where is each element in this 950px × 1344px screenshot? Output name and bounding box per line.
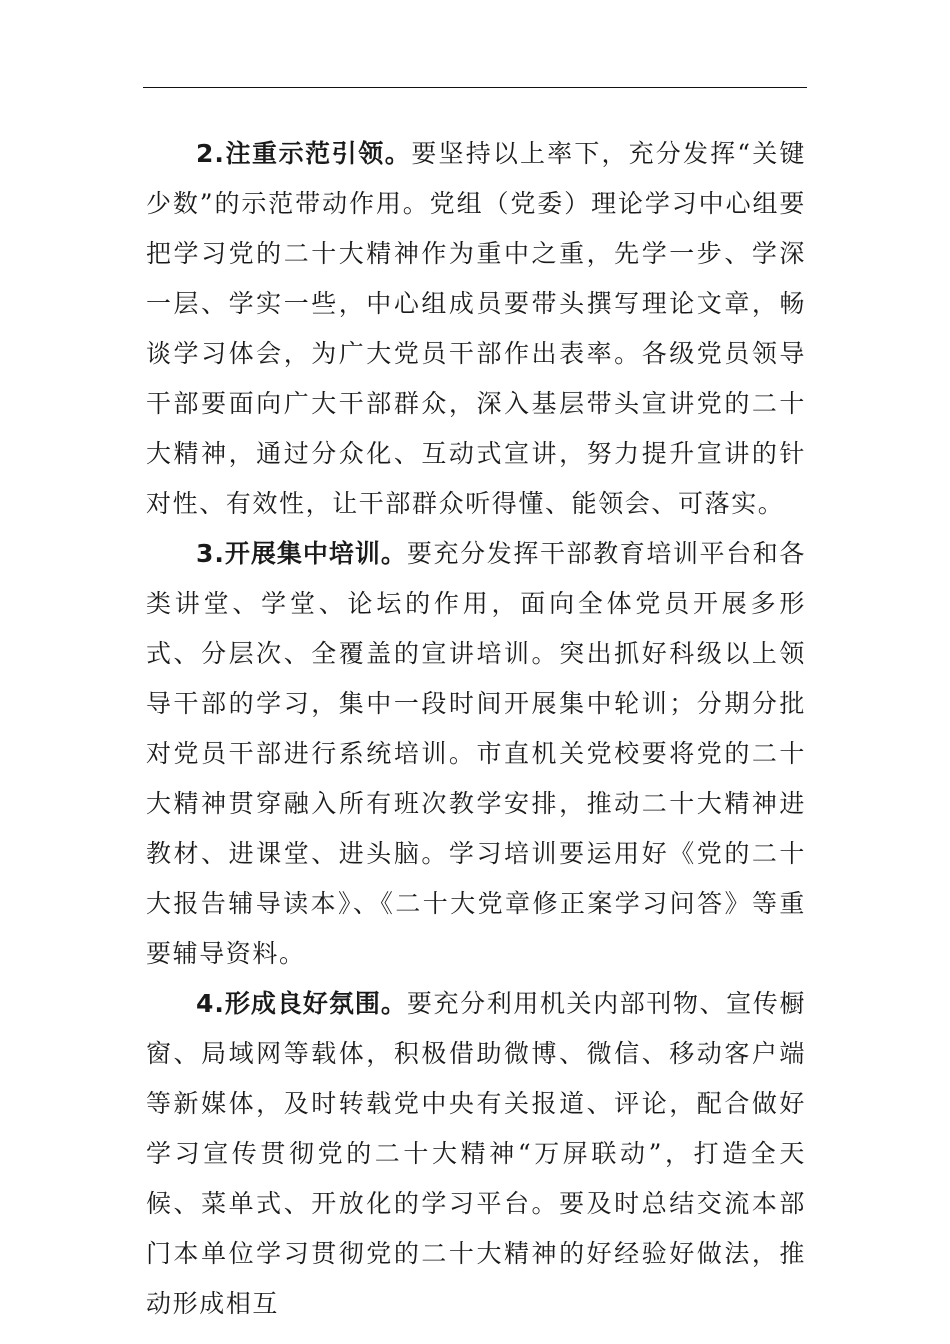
paragraph-3-heading: 3.开展集中培训。 bbox=[196, 539, 407, 568]
paragraph-2-heading: 2.注重示范引领。 bbox=[196, 139, 412, 168]
paragraph-4 bbox=[146, 979, 806, 1329]
paragraph-2-text: 要坚持以上率下，充分发挥“关键少数”的示范带动作用。党组（党委）理论学习中心组要把学习党的二十大精神作为重中之重，先学一步、学深一层、学实一些，中心组成员要带头撰写理论文章，畅谈学习体会，为广大党员干部作出表率。各级党员领导干部要面向广大干部群众，深入基层带头宣讲党的二十大精神，通过分众化、互动式宣讲，努力提升宣讲的针对性、有效性，让干部群众听得懂、能领会、可落实。 bbox=[146, 139, 806, 518]
header-rule bbox=[143, 87, 807, 88]
paragraph-4-heading: 4.形成良好氛围。 bbox=[196, 989, 407, 1018]
paragraph-2 bbox=[146, 129, 806, 529]
paragraph-3-text: 要充分发挥干部教育培训平台和各类讲堂、学堂、论坛的作用，面向全体党员开展多形式、分层次、全覆盖的宣讲培训。突出抓好科级以上领导干部的学习，集中一段时间开展集中轮训；分期分批对党员干部进行系统培训。市直机关党校要将党的二十大精神贯穿融入所有班次教学安排，推动二十大精神进教材、进课堂、进头脑。学习培训要运用好《党的二十大报告辅导读本》、《二十大党章修正案学习问答》等重要辅导资料。 bbox=[146, 539, 806, 968]
paragraph-4-text: 要充分利用机关内部刊物、宣传橱窗、局域网等载体，积极借助微博、微信、移动客户端等新媒体，及时转载党中央有关报道、评论，配合做好学习宣传贯彻党的二十大精神“万屏联动”，打造全天候、菜单式、开放化的学习平台。要及时总结交流本部门本单位学习贯彻党的二十大精神的好经验好做法，推动形成相互 bbox=[146, 989, 806, 1318]
paragraph-3 bbox=[146, 529, 806, 979]
document-body bbox=[146, 129, 806, 1329]
